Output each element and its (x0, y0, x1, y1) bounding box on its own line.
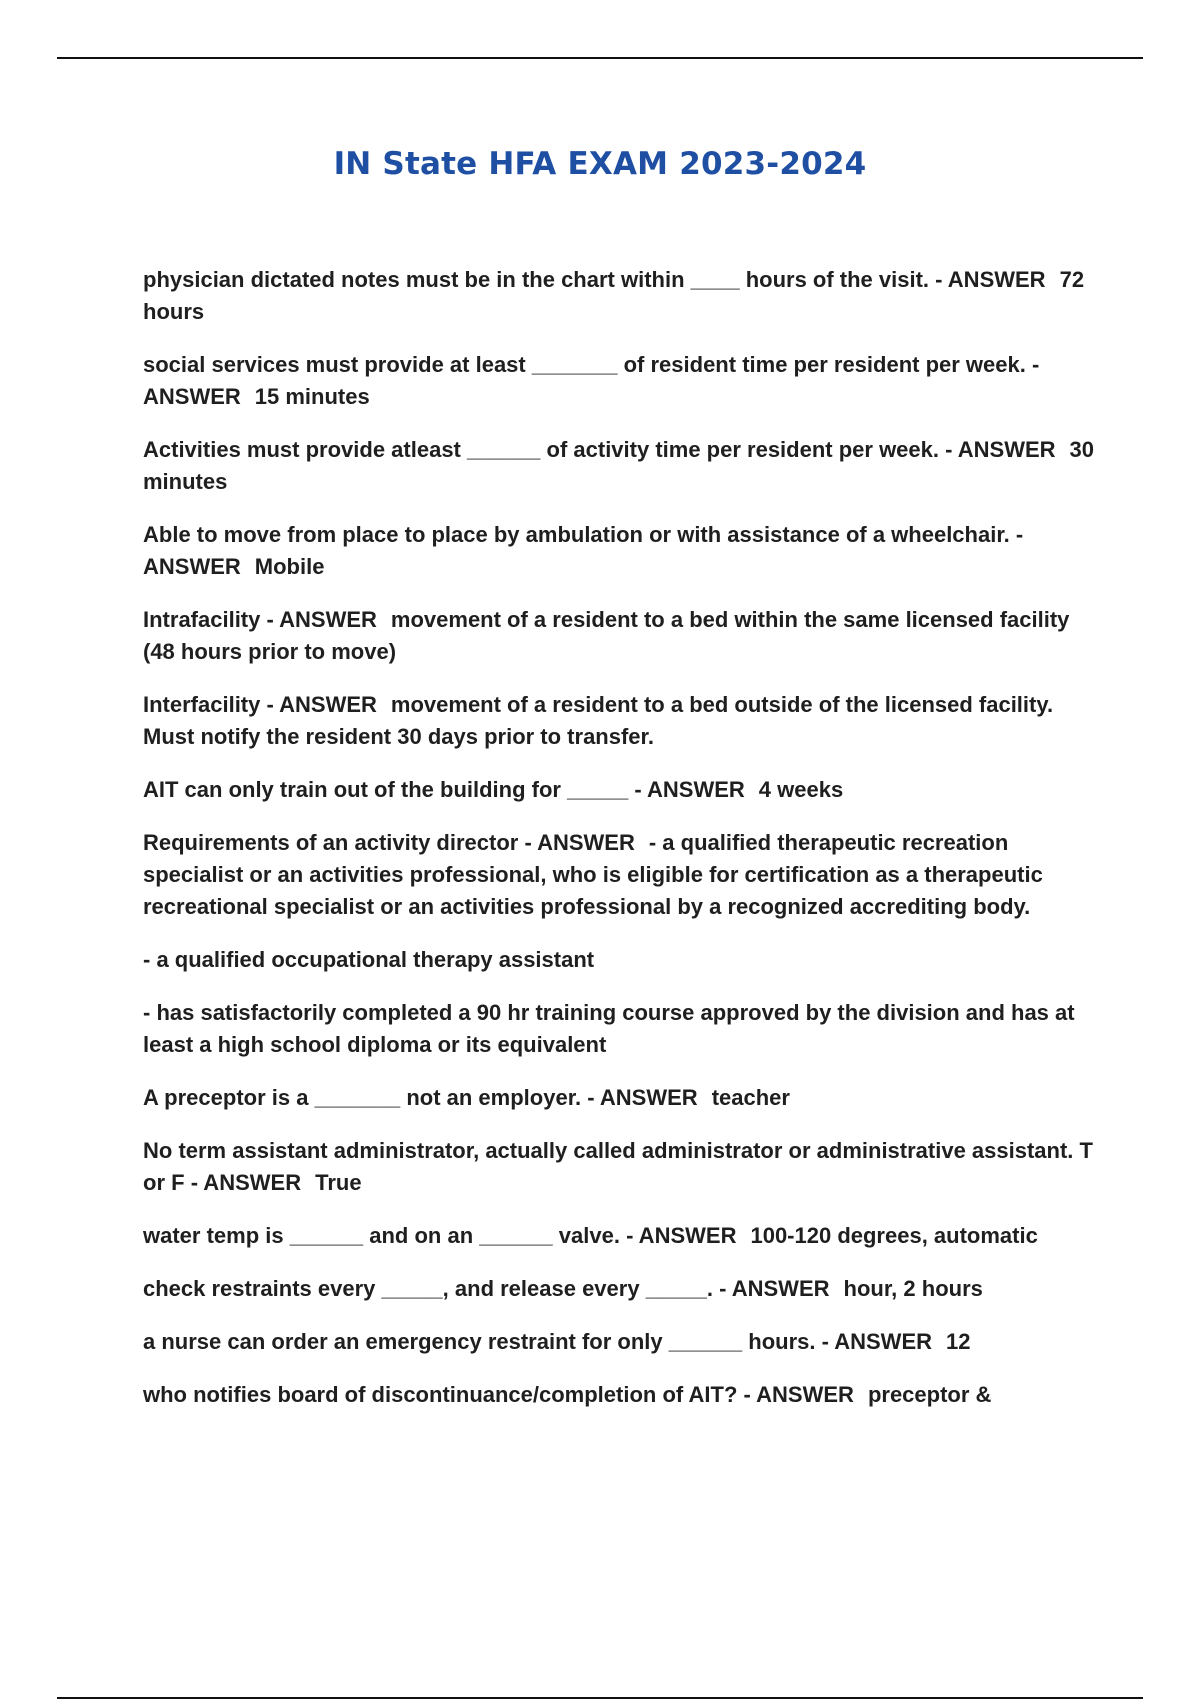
question-text: Interfacility (143, 692, 261, 717)
answer-marker: - ANSWER (143, 352, 1040, 409)
question-text: who notifies board of discontinuance/completion of AIT? (143, 1382, 738, 1407)
question-text: check restraints every _____, and release every _____. (143, 1276, 713, 1301)
answer-marker: - ANSWER (935, 267, 1046, 292)
question-text: - has satisfactorily completed a 90 hr training course approved by the division and has at least a high school diploma or its equivalent (143, 1000, 1075, 1057)
question-text: Requirements of an activity director (143, 830, 519, 855)
question-text: - a qualified occupational therapy assistant (143, 947, 595, 972)
question-text: a nurse can order an emergency restraint for only ______ hours. (143, 1329, 816, 1354)
qa-item (143, 1135, 1095, 1199)
answer-marker: - ANSWER (719, 1276, 830, 1301)
top-rule (57, 57, 1143, 59)
qa-item (143, 1220, 1095, 1252)
answer-marker: - ANSWER (143, 522, 1024, 579)
qa-item (143, 1082, 1095, 1114)
question-text: Intrafacility (143, 607, 261, 632)
answer-text: hour, 2 hours (843, 1276, 983, 1301)
qa-item (143, 997, 1095, 1061)
answer-marker: - ANSWER (945, 437, 1056, 462)
answer-marker: - ANSWER (743, 1382, 854, 1407)
answer-text: 72 hours (143, 267, 1085, 324)
answer-marker: - ANSWER (587, 1085, 698, 1110)
answer-text: Mobile (254, 554, 325, 579)
answer-marker: - ANSWER (626, 1223, 737, 1248)
answer-marker: - ANSWER (266, 607, 377, 632)
qa-item (143, 264, 1095, 328)
answer-text: 100-120 degrees, automatic (750, 1223, 1038, 1248)
qa-item (143, 944, 1095, 976)
qa-item (143, 519, 1095, 583)
bottom-rule (57, 1697, 1143, 1699)
question-text: No term assistant administrator, actually called administrator or administrative assistant. T or F (143, 1138, 1093, 1195)
answer-marker: - ANSWER (190, 1170, 302, 1195)
qa-item (143, 774, 1095, 806)
question-text: Activities must provide atleast ______ of activity time per resident per week. (143, 437, 939, 462)
qa-item (143, 349, 1095, 413)
answer-marker: - ANSWER (266, 692, 377, 717)
question-text: social services must provide at least _______ of resident time per resident per week. (143, 352, 1026, 377)
answer-text: True (315, 1170, 362, 1195)
answer-marker: - ANSWER (821, 1329, 933, 1354)
qa-list (143, 264, 1095, 1432)
qa-item (143, 434, 1095, 498)
answer-marker: - ANSWER (634, 777, 745, 802)
answer-text: teacher (711, 1085, 790, 1110)
answer-text: movement of a resident to a bed within the same licensed facility (48 hours prior to move) (143, 607, 1070, 664)
answer-text: 15 minutes (254, 384, 370, 409)
qa-item (143, 604, 1095, 668)
answer-text: 30 minutes (143, 437, 1095, 494)
question-text: physician dictated notes must be in the chart within ____ hours of the visit. (143, 267, 930, 292)
answer-text: 4 weeks (758, 777, 844, 802)
answer-text: 12 (946, 1329, 971, 1354)
answer-text: preceptor & (867, 1382, 992, 1407)
question-text: water temp is ______ and on an ______ valve. (143, 1223, 620, 1248)
question-text: A preceptor is a _______ not an employer. (143, 1085, 582, 1110)
qa-item (143, 1273, 1095, 1305)
question-text: Able to move from place to place by ambulation or with assistance of a wheelchair. (143, 522, 1010, 547)
qa-item (143, 689, 1095, 753)
qa-item (143, 827, 1095, 923)
answer-text: - a qualified therapeutic recreation specialist or an activities professional, who is eligible for certification as a therapeutic recreational specialist or an activities professional by a recognized accrediting body. (143, 830, 1043, 919)
document-title: IN State HFA EXAM 2023-2024 (333, 146, 867, 182)
question-text: AIT can only train out of the building for _____ (143, 777, 629, 802)
answer-text: movement of a resident to a bed outside of the licensed facility. Must notify the resident 30 days prior to transfer. (143, 692, 1054, 749)
qa-item (143, 1326, 1095, 1358)
qa-item (143, 1379, 1095, 1411)
answer-marker: - ANSWER (524, 830, 635, 855)
